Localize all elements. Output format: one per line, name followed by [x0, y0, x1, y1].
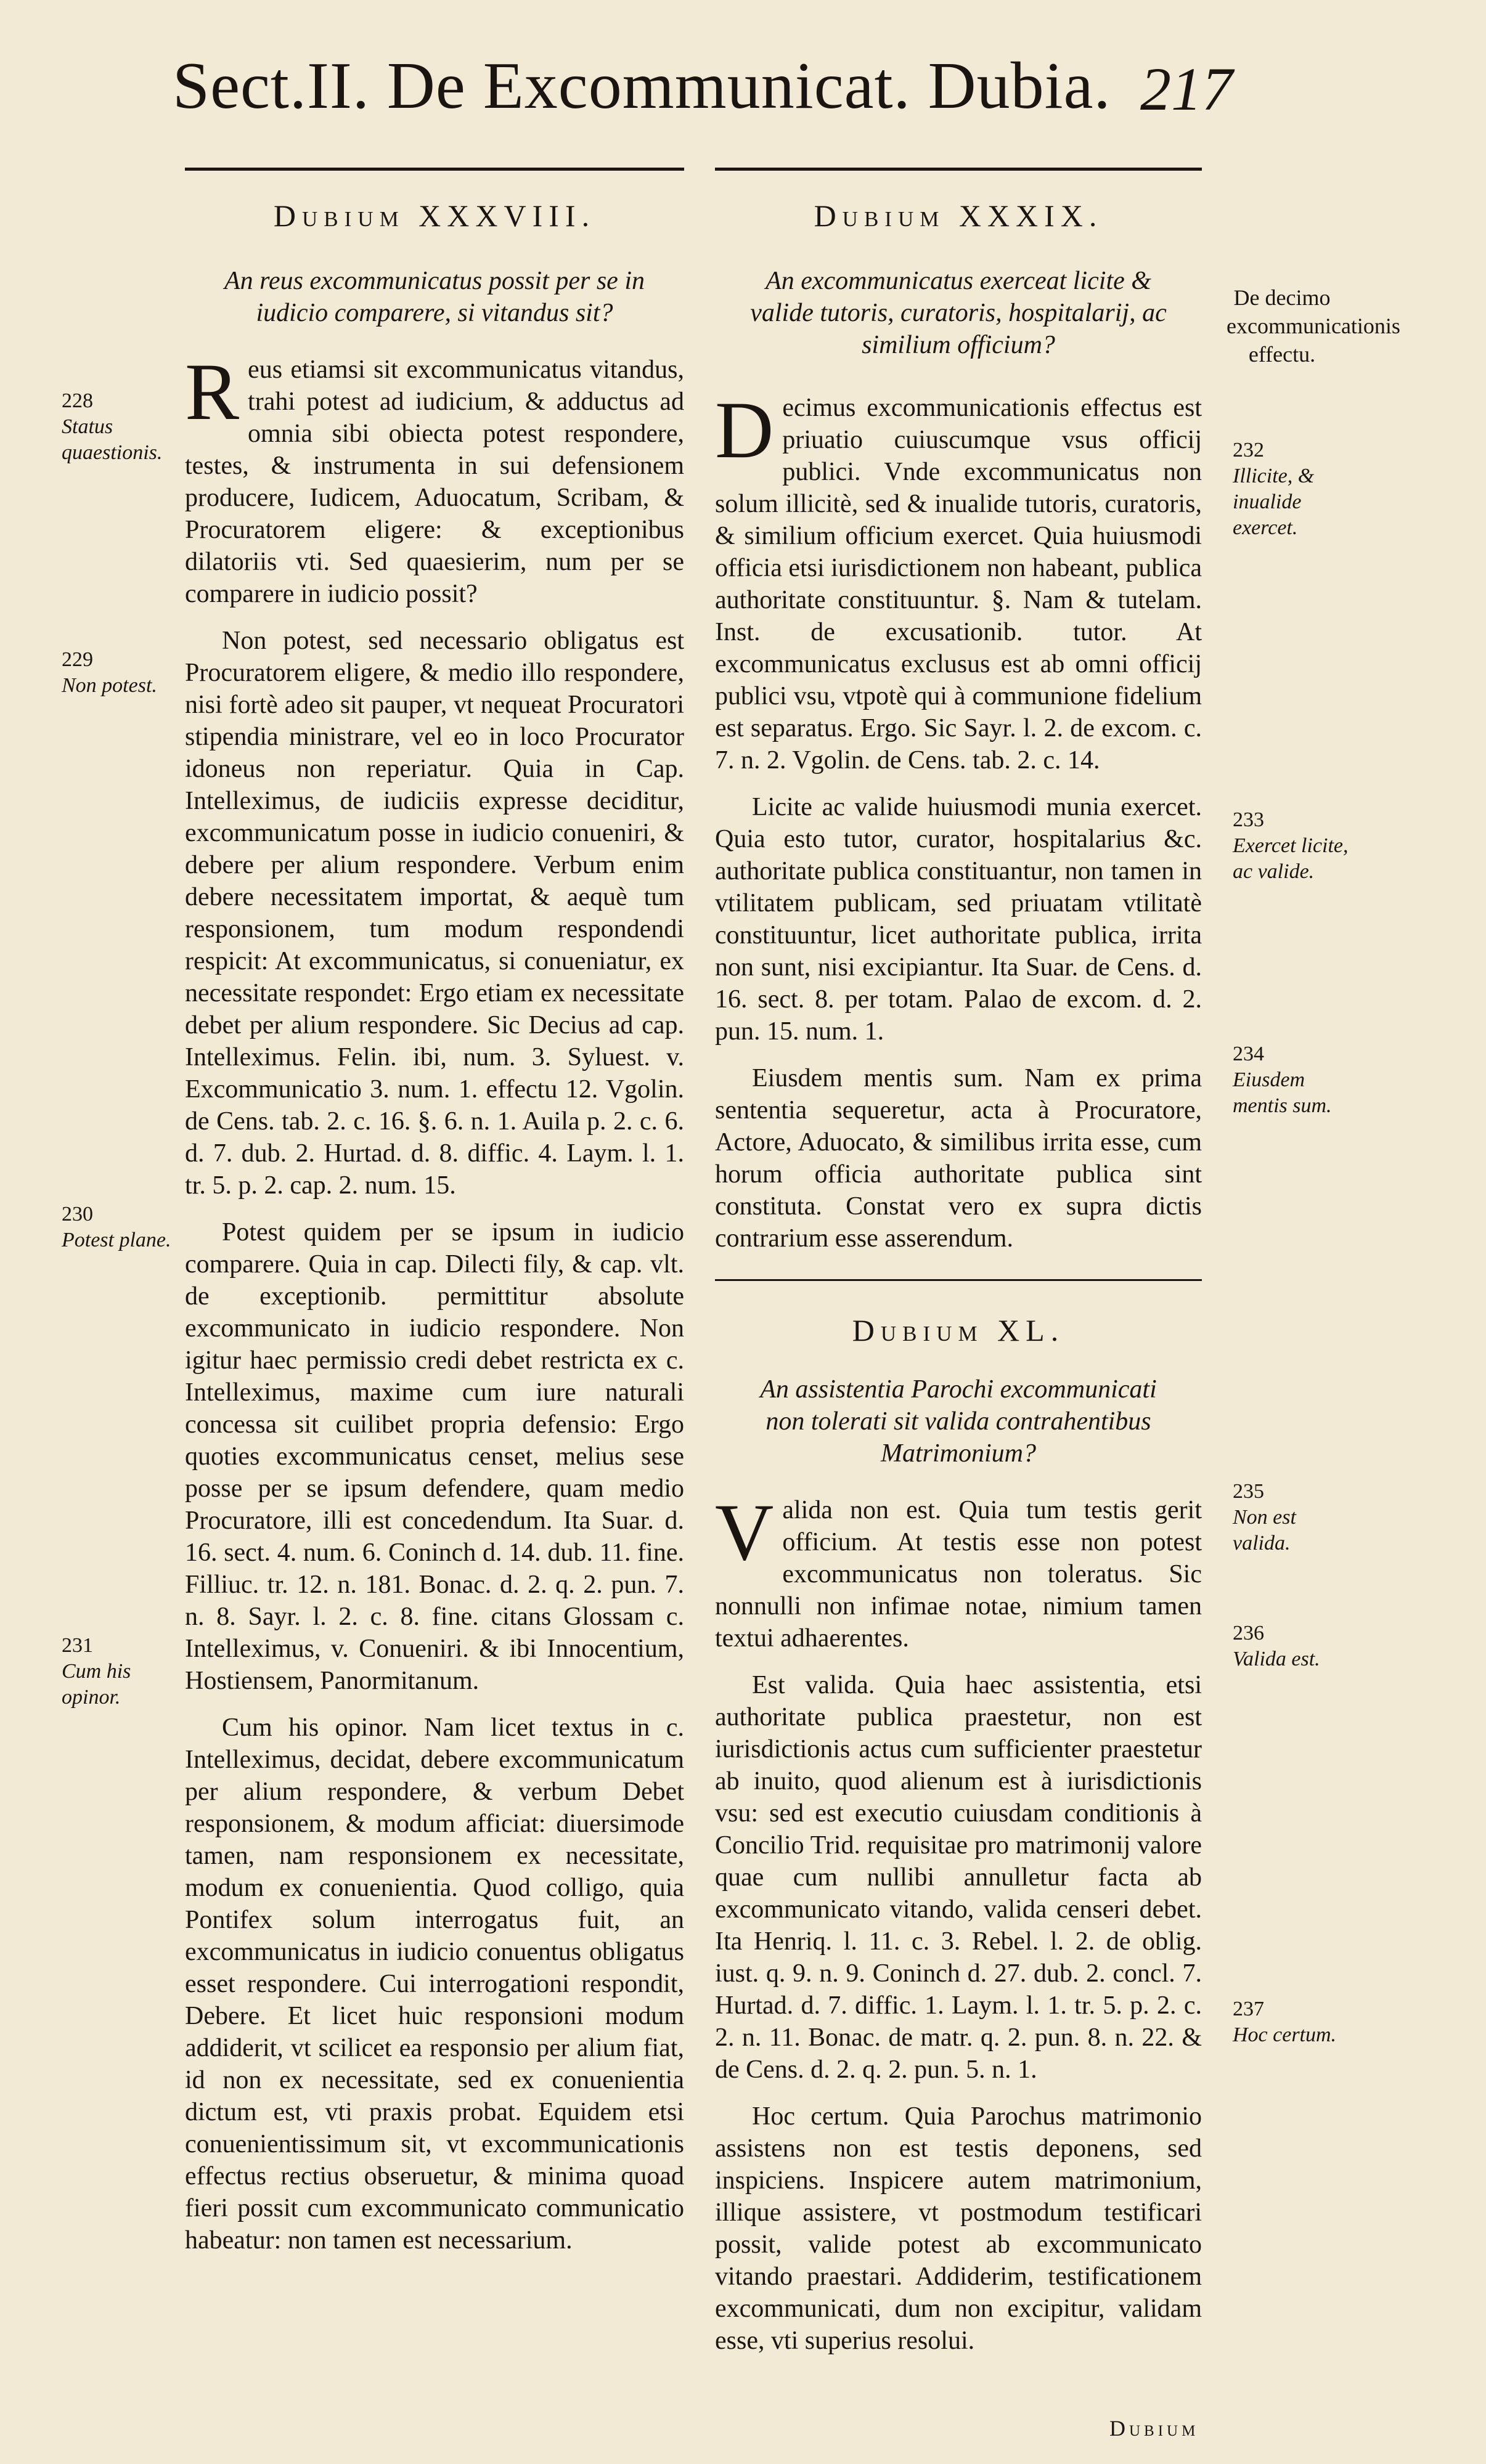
section-divider-rule: [715, 1279, 1202, 1281]
margin-note-235-number: 235: [1233, 1480, 1264, 1503]
dubium-38-paragraph-3: Potest quidem per se ipsum in iudicio comparere. Quia in cap. Dilecti fily, & cap. vlt. de exceptionib. permittitur absolute excommunicato in iudicio respondere. Non igitur haec permissio credi debet restricta ex c. Intelleximus, maxime cum iure naturali concessa sit cuilibet propria defensio: Ergo quoties excommunicatus censet, melius sese posse per se ipsum defendere, quam medio Procuratore, illi est concedendum. Ita Suar. d. 16. sect. 4. num. 6. Coninch d. 14. dub. 11. fine. Filliuc. tr. 12. n. 181. Bonac. d. 2. q. 2. pun. 7. n. 8. Sayr. l. 2. c. 8. fine. citans Glossam c. Intelleximus, v. Conueniri. & ibi Innocentium, Hostiensem, Panormitanum.: [185, 1218, 684, 1695]
margin-note-237-number: 237: [1233, 1998, 1264, 2020]
margin-note-229-number: 229: [62, 648, 93, 671]
margin-note-233: [1233, 807, 1356, 885]
dubium-39-paragraph-2: Licite ac valide huiusmodi munia exercet. Quia esto tutor, curator, hospitalarius &c. authoritate publica constituantur, non tamen in vtilitatem publicam, sed priuatam vtilitatè constituuntur, licet authoritate publica, irrita non sunt, nisi excipiantur. Ita Suar. de Cens. d. 16. sect. 8. per totam. Palao de excom. d. 2. pun. 15. num. 1.: [715, 793, 1202, 1046]
margin-note-236: [1233, 1620, 1356, 1672]
margin-note-230-text: Potest plane.: [62, 1229, 171, 1251]
right-column-rule: [715, 168, 1202, 171]
margin-note-232-text: Illicite, & inualide exercet.: [1233, 465, 1315, 539]
margin-note-230: [62, 1202, 179, 1253]
dubium-38-heading: Dubium XXXVIII.: [273, 198, 596, 233]
dubium-39-paragraph-3: Eiusdem mentis sum. Nam ex prima sententia sequeretur, acta à Procuratore, Actore, Aduocato, & similibus irrita esse, cum horum officia authoritate publica sint constituta. Constat vero ex supra dictis contrarium esse asserendum.: [715, 1064, 1202, 1253]
dubium-39-heading: Dubium XXXIX.: [814, 198, 1103, 233]
dubium-40-paragraph-1-text: alida non est. Quia tum testis gerit officium. At testis esse non potest excommunicatus non toleratus. Sic nonnulli non infimae notae, nimium tamen textui adhaerentes.: [715, 1496, 1202, 1653]
left-column-rule: [185, 168, 684, 171]
margin-note-234-number: 234: [1233, 1043, 1264, 1065]
dubium-39-paragraph-1: [715, 384, 1202, 776]
margin-note-231: [62, 1633, 179, 1710]
margin-note-235-text: Non est valida.: [1233, 1506, 1296, 1555]
margin-note-233-text: Exercet licite, ac valide.: [1233, 834, 1349, 883]
right-column: [715, 197, 1202, 2357]
margin-note-232: [1233, 437, 1356, 541]
side-title-decimo-effectu: De decimo excommunicationis effectu.: [1227, 285, 1400, 367]
margin-note-228-text: Status quaestionis.: [62, 415, 163, 464]
margin-note-234: [1233, 1041, 1356, 1119]
running-head: Sect.II. De Excommunicat. Dubia.: [173, 49, 1111, 123]
margin-note-236-number: 236: [1233, 1622, 1264, 1645]
drop-cap-v: V: [715, 1487, 774, 1577]
dubium-40-paragraph-1: [715, 1487, 1202, 1654]
dubium-38-question: An reus excommunicatus possit per se in iudicio comparere, si vitandus sit?: [224, 267, 645, 327]
left-column: [185, 197, 684, 2256]
dubium-40-paragraph-2: Est valida. Quia haec assistentia, etsi authoritate publica praestetur, non est iurisdictionis actus cum sufficienter praestetur ab inuito, quod alienum est à iurisdictionis vsu: sed est executio cuiusdam conditionis à Concilio Trid. requisitae pro matrimonij valore quae cum nullibi annulletur facta ab excommunicato vitando, valida censeri debet. Ita Henriq. l. 11. c. 3. Rebel. l. 2. de oblig. iust. q. 9. n. 9. Coninch d. 27. dub. 2. concl. 7. Hurtad. d. 7. diffic. 1. Laym. l. 1. tr. 5. p. 2. c. 2. n. 11. Bonac. de matr. q. 2. pun. 8. n. 22. & de Cens. d. 2. q. 2. pun. 5. n. 1.: [715, 1671, 1202, 2084]
margin-note-234-text: Eiusdem mentis sum.: [1233, 1068, 1332, 1117]
margin-note-231-text: Cum his opinor.: [62, 1660, 131, 1709]
dubium-39-question: An excommunicatus exerceat licite & valide tutoris, curatoris, hospitalarij, ac similium officium?: [750, 267, 1167, 359]
drop-cap-r: R: [185, 346, 240, 437]
dubium-39-paragraph-1-text: ecimus excommunicationis effectus est priuatio cuiuscumque vsus officij publici. Vnde excommunicatus non solum illicitè, sed & inualide tutoris, curatoris, & similium officium exercet. Quia huiusmodi officia etsi iurisdictionem non habeant, publica authoritate constituuntur. §. Nam & tutelam. Inst. de excusationib. tutor. At excommunicatus exclusus est ab omni officij publici vsu, vtpotè qui à communione fidelium est separatus. Ergo. Sic Sayr. l. 2. de excom. c. 7. n. 2. Vgolin. de Cens. tab. 2. c. 14.: [715, 394, 1202, 775]
margin-note-228-number: 228: [62, 389, 93, 412]
page-number: 217: [1140, 55, 1233, 123]
dubium-40-question: An assistentia Parochi excommunicati non tolerati sit valida contrahentibus Matrimonium?: [760, 1375, 1157, 1468]
dubium-40-paragraph-3: Hoc certum. Quia Parochus matrimonio assistens non est testis deponens, sed inspiciens. Inspicere autem matrimonium, illique assistere, vt postmodum testificari possit, valide potest ab excommunicato vitando praestari. Addiderim, testificationem excommunicati, dum non excipitur, validam esse, vti superius resolui.: [715, 2102, 1202, 2355]
dubium-40-heading: Dubium XL.: [852, 1313, 1065, 1348]
margin-note-229: [62, 647, 179, 699]
margin-note-228: [62, 388, 179, 466]
dubium-38-paragraph-2: Non potest, sed necessario obligatus est Procuratorem eligere, & medio illo respondere, nisi fortè adeo sit pauper, vt nequeat Procuratori stipendia ministrare, vel eo in loco Procurator idoneus non reperiatur. Quia in Cap. Intelleximus, de iudiciis expresse deciditur, excommunicatum posse in iudicio conueniri, & debere per alium respondere. Verbum enim debere necessitatem importat, & aequè tum responsionem, tum modum respondendi respicit: At excommunicatus, si conueniatur, ex necessitate respondet: Ergo etiam ex necessitate debet per alium respondere. Sic Decius ad cap. Intelleximus. Felin. ibi, num. 3. Syluest. v. Excommunicatio 3. num. 1. effectu 12. Vgolin. de Cens. tab. 2. c. 16. §. 6. n. 1. Auila p. 2. c. 6. d. 7. dub. 2. Hurtad. d. 8. diffic. 4. Laym. l. 1. tr. 5. p. 2. cap. 2. num. 15.: [185, 627, 684, 1200]
margin-note-237-text: Hoc certum.: [1233, 2023, 1337, 2046]
margin-note-235: [1233, 1479, 1356, 1556]
margin-note-233-number: 233: [1233, 808, 1264, 831]
margin-note-236-text: Valida est.: [1233, 1648, 1320, 1670]
dubium-38-paragraph-1: [185, 346, 684, 610]
margin-note-232-number: 232: [1233, 439, 1264, 461]
drop-cap-d: D: [715, 384, 774, 475]
margin-note-231-number: 231: [62, 1634, 93, 1657]
dubium-38-paragraph-1-text: eus etiamsi sit excommunicatus vitandus, trahi potest ad iudicium, & adductus ad omnia sibi obiecta potest respondere, testes, & instrumenta in sui defensionem producere, Iudicem, Aduocatum, Scribam, & Procuratorem eligere: & exceptionibus dilatoriis vti. Sed quaesierim, num per se comparere in iudicio possit?: [185, 356, 684, 608]
margin-note-230-number: 230: [62, 1203, 93, 1226]
dubium-38-paragraph-4: Cum his opinor. Nam licet textus in c. Intelleximus, decidat, debere excommunicatum per alium respondere, & verbum Debet responsionem, & modum afficiat: diuersimode tamen, nam responsionem ex necessitate, modum ex conuenientia. Quod colligo, quia Pontifex solum interrogatus fuit, an excommunicatus in iudicio conuentus obligatus esset respondere. Cui interrogationi respondit, Debere. Et licet huic responsioni modum addiderit, vt scilicet ea responsio per alium fiat, id non ex necessitate, sed ex conuenientia dictum est, vti praxis probat. Equidem etsi conuenientissimum sit, vt excommunicationis effectus rectius obseruetur, & minima quoad fieri possit cum excommunicato communicatio habeatur: non tamen est necessarium.: [185, 1714, 684, 2255]
margin-note-229-text: Non potest.: [62, 674, 157, 697]
margin-note-237: [1233, 1996, 1356, 2048]
catchword: Dubium: [1109, 2416, 1199, 2441]
